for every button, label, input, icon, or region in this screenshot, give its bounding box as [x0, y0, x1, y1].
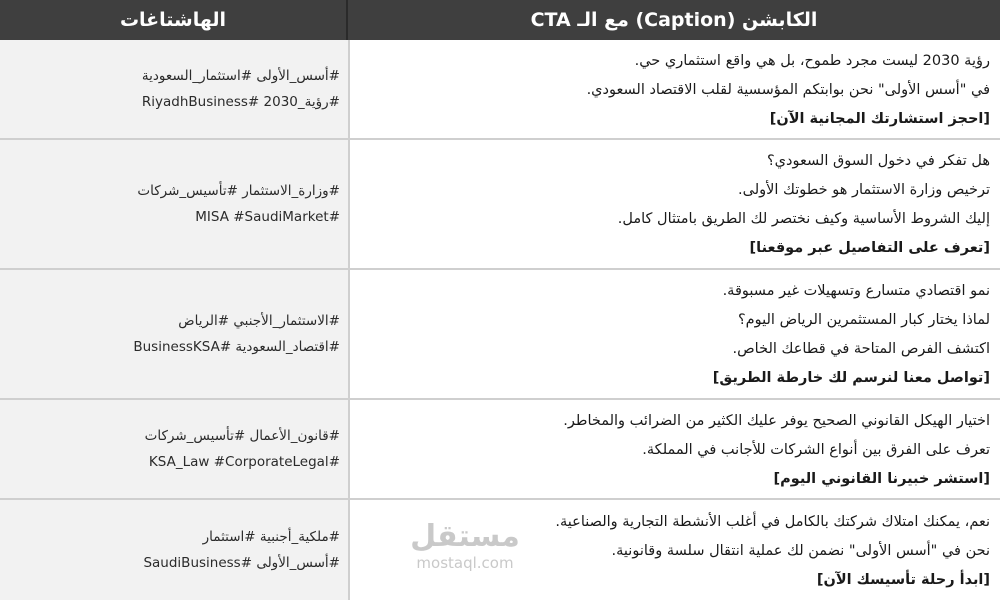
- caption-line: نمو اقتصادي متسارع وتسهيلات غير مسبوقة.: [722, 283, 990, 299]
- table-row: [0, 270, 1000, 400]
- caption-line: إليك الشروط الأساسية وكيف نختصر لك الطريق بامتثال كامل.: [617, 211, 990, 227]
- hashtag-line: #MISA #SaudiMarket: [195, 209, 340, 225]
- caption-line: رؤية 2030 ليست مجرد طموح، بل هي واقع استثماري حي.: [634, 52, 990, 69]
- caption-line: نعم، يمكنك امتلاك شركتك بالكامل في أغلب الأنشطة التجارية والصناعية.: [555, 513, 990, 530]
- cta-text: [ابدأ رحلة تأسيسك الآن]: [816, 571, 990, 588]
- caption-line: نحن في "أسس الأولى" نضمن لك عملية انتقال سلسة وقانونية.: [611, 542, 990, 559]
- caption-cell: [348, 400, 1000, 498]
- cta-text: [احجز استشارتك المجانية الآن]: [769, 110, 990, 127]
- caption-line: هل تفكر في دخول السوق السعودي؟: [766, 153, 990, 169]
- hashtag-line: #KSA_Law #CorporateLegal: [148, 454, 340, 470]
- watermark-logo: مستقل: [410, 519, 520, 554]
- hashtags-cell: [0, 270, 348, 398]
- watermark-text: mostaql.com: [416, 554, 514, 572]
- table-row: [0, 40, 1000, 140]
- caption-cell: [348, 140, 1000, 268]
- caption-line: اكتشف الفرص المتاحة في قطاعك الخاص.: [732, 341, 990, 357]
- hashtag-line: #أسس_الأولى #SaudiBusiness: [143, 555, 340, 571]
- table-row: [0, 400, 1000, 500]
- caption-line: لماذا يختار كبار المستثمرين الرياض اليوم؟: [737, 312, 990, 328]
- caption-line: في "أسس الأولى" نحن بوابتكم المؤسسية لقلب الاقتصاد السعودي.: [586, 81, 990, 98]
- caption-cell: [348, 500, 1000, 600]
- hashtag-line: #الاستثمار_الأجنبي #الرياض: [178, 313, 340, 329]
- cta-text: [استشر خبيرنا القانوني اليوم]: [773, 470, 990, 487]
- caption-line: ترخيص وزارة الاستثمار هو خطوتك الأولى.: [738, 182, 990, 198]
- hashtag-line: #اقتصاد_السعودية #BusinessKSA: [133, 339, 340, 355]
- hashtag-line: #أسس_الأولى #استثمار_السعودية: [141, 68, 340, 84]
- hashtags-cell: [0, 140, 348, 268]
- caption-cell: [348, 270, 1000, 398]
- caption-column-header: الكابشن (Caption) مع الـ CTA: [346, 0, 1000, 40]
- hashtag-line: #قانون_الأعمال #تأسيس_شركات: [144, 428, 340, 444]
- cta-text: [تعرف على التفاصيل عبر موقعنا]: [749, 240, 990, 256]
- hashtag-line: #رؤية_2030 #RiyadhBusiness: [141, 94, 340, 110]
- cta-text: [تواصل معنا لنرسم لك خارطة الطريق]: [712, 370, 990, 386]
- caption-line: اختيار الهيكل القانوني الصحيح يوفر عليك الكثير من الضرائب والمخاطر.: [563, 412, 990, 429]
- caption-cell: [348, 40, 1000, 138]
- hashtag-line: #ملكية_أجنبية #استثمار: [202, 529, 340, 545]
- table-row: [0, 140, 1000, 270]
- hashtags-column-header: الهاشتاغات: [119, 9, 227, 31]
- caption-line: تعرف على الفرق بين أنواع الشركات للأجانب في المملكة.: [642, 441, 990, 458]
- hashtag-line: #وزارة_الاستثمار #تأسيس_شركات: [137, 183, 340, 199]
- hashtags-cell: [0, 40, 348, 138]
- hashtags-cell: [0, 500, 348, 600]
- table-header: [0, 0, 1000, 40]
- hashtags-cell: [0, 400, 348, 498]
- table-row: [0, 500, 1000, 600]
